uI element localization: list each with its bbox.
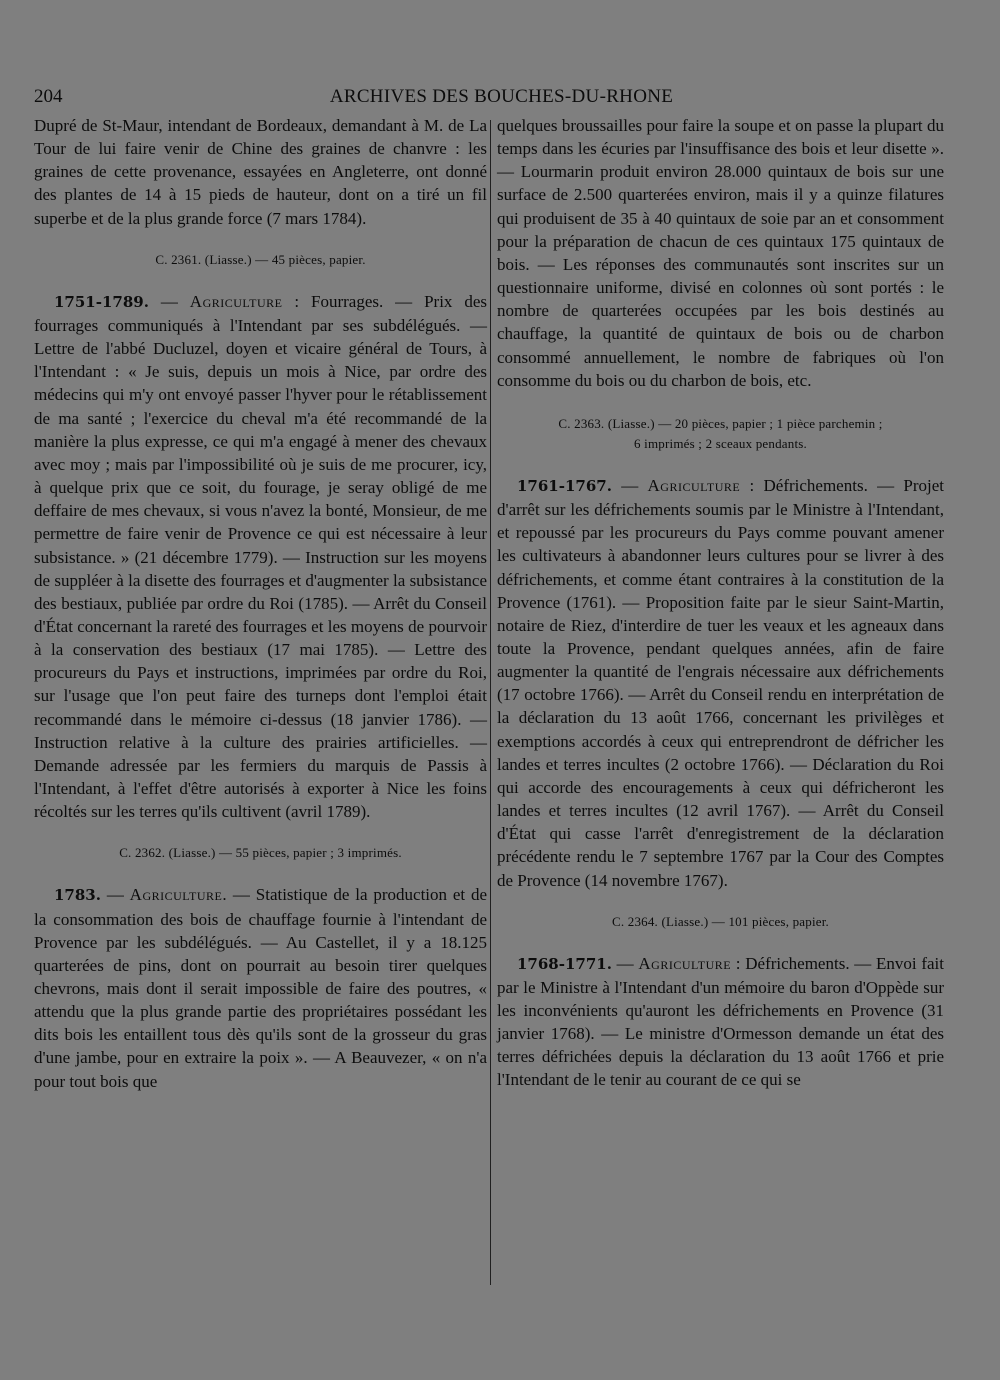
entry-date: 1783. (54, 886, 101, 905)
entry-paragraph (497, 474, 944, 892)
entry-category: Agriculture. (129, 885, 228, 905)
archive-reference: C. 2363. (Liasse.) — 20 pièces, papier ; 1 pièce parchemin ; (558, 415, 883, 431)
entry-dash: — (148, 291, 190, 311)
entry-paragraph (34, 290, 487, 824)
entry-date: 1761-1767. (517, 476, 612, 495)
entry-dash: — (611, 475, 648, 495)
continued-paragraph: quelques broussailles pour faire la soupe et on passe la plupart du temps dans les écuries par l'insuffisance des bois et leur disette ». — Lourmarin produit environ 28.000 quintaux de bois sur une surface de 2.500 quarterées environ, mais il y a quinze filatures qui produisent de 35 à 40 quintaux de soie par an et consomment pour la préparation de chacun de ces quintaux 175 quintaux de bois. — Les réponses des communautés sont inscrites sur un questionnaire uniforme, divisé en colonnes où sont portés : le nombre de quarterées occupées par les bois destinés au chauffage, la quantité de quintaux de bois ou de charbon consommé annuellement, le nombre de fabriques où l'on consomme du bois ou du charbon de bois, etc. (497, 116, 944, 390)
right-column (497, 114, 944, 1092)
column-divider (490, 120, 491, 1285)
archive-reference: C. 2361. (Liasse.) — 45 pièces, papier. (155, 251, 366, 267)
page-header (34, 86, 969, 112)
archive-reference: C. 2362. (Liasse.) — 55 pièces, papier ; 3 imprimés. (119, 845, 402, 861)
entry-text: : Défrichements. — Projet d'arrêt sur les défrichements soumis par le Ministre à l'Intendant, et repoussé par les procureurs du Pays comme pouvant amener les cultivateurs à abandonner leurs cultures pour se livrer à des défrichements, et comme étant contraires à la constitution de la Provence (1761). — Proposition faite par le sieur Saint-Martin, notaire de Riez, d'interdire de tuer les veaux et les agneaux dans toute la Provence, pendant quelques années, afin de faire augmenter la quantité de l'engrais nécessaire aux défrichements (17 octobre 1766). — Arrêt du Conseil rendu en interprétation de la déclaration du 13 août 1766, concernant les privilèges et exemptions accordés à ceux qui entreprendront de défricher les landes et terres incultes (2 octobre 1766). — Déclaration du Roi qui accorde des encouragements à ceux qui défricheront les landes et terres incultes (12 avril 1767). — Arrêt du Conseil d'État qui casse l'arrêt d'enregistrement de la déclaration précédente rendu le 7 septembre 1767 par la Cour des Comptes de Provence (14 novembre 1767). (497, 475, 944, 890)
continued-paragraph: Dupré de St-Maur, intendant de Bordeaux, demandant à M. de La Tour de lui faire venir de Chine des graines de chanvre : les graines de cette provenance, essayées en Angleterre, ont donné des plantes de 14 à 15 pieds de hauteur, dont on a tiré un fil superbe et de la plus grande force (7 mars 1784). (34, 116, 487, 228)
entry-text: : Fourrages. — Prix des fourrages communiqués à l'Intendant par ses subdélégués. — Lettre de l'abbé Ducluzel, doyen et vicaire général de Tours, à l'Intendant : « Je suis, depuis un mois à Nice, par ordre des médecins qui m'y ont envoyé passer l'hyver pour le rétablissement de ma santé ; l'exercice du cheval m'a été recommandé de la manière la plus expresse, ce qui m'a engagé à mener des chevaux avec moy ; mais par l'impossibilité où je suis de me procurer, icy, à quelque prix que ce soit, du fourage, je seray obligé de me deffaire de mes chevaux, si vous n'avez la bonté, Monsieur, de me permettre de faire venir de Provence ce qui est nécessaire à leur subsistance. » (21 décembre 1779). — Instruction sur les moyens de suppléer à la disette des fourrages et d'augmenter la subsistance des bestiaux, publiée par ordre du Roi (1785). — Arrêt du Conseil d'État concernant la rareté des fourrages et les moyens de pourvoir à la conservation des bestiaux (17 mai 1785). — Lettre des procureurs du Pays et instructions, imprimées par ordre du Roi, sur l'usage que l'on peut faire des turneps dont l'emploi était recommandé dans le mémoire ci-dessus (18 janvier 1786). — Instruction relative à la culture des prairies artificielles. — Demande adressée par les fermiers du marquis de Passis à l'Intendant, à l'effet d'être autorisés à exporter à Nice les foins récoltés sur les terres qu'ils cultivent (avril 1789). (34, 291, 488, 822)
entry-category: Agriculture (189, 291, 283, 311)
entry-category: Agriculture (647, 475, 741, 495)
entry-text: — Statistique de la production et de la consommation des bois de chauffage fournie à l'intendant de Provence par les subdélégués. — Au Castellet, il y a 18.125 quarterées de pins, dont on pourrait au besoin tirer quelques chevrons, mais dont il serait impossible de faire des poutres, « attendu que la plus grande partie des propriétaires possédant les dits bois les entaillent tous dès qu'ils sont de la grosseur du gras d'une jambe, pour en extraire la poix ». — A Beauvezer, « on n'a pour tout bois que (34, 885, 488, 1091)
entry-date: 1751-1789. (54, 292, 149, 311)
entry-dash: — (611, 953, 639, 973)
archive-reference-continued: 6 imprimés ; 2 sceaux pendants. (634, 435, 807, 451)
entry-paragraph (34, 883, 487, 1092)
running-title: ARCHIVES DES BOUCHES-DU-RHONE (329, 86, 674, 107)
archive-reference: C. 2364. (Liasse.) — 101 pièces, papier. (611, 913, 830, 929)
entry-dash: — (100, 885, 130, 905)
entry-category: Agriculture (638, 953, 732, 973)
entry-paragraph (497, 952, 944, 1092)
page-number: 204 (34, 86, 63, 107)
left-column (34, 114, 487, 1093)
entry-text: : Défrichements. — Envoi fait par le Ministre à l'Intendant d'un mémoire du baron d'Oppède sur les inconvénients qu'auront les défrichements en Provence (31 janvier 1768). — Le ministre d'Ormesson demande un état des terres défrichées depuis la déclaration du 13 août 1766 et prie l'Intendant de le tenir au courant de ce qui se (497, 953, 944, 1090)
entry-date: 1768-1771. (517, 954, 612, 973)
